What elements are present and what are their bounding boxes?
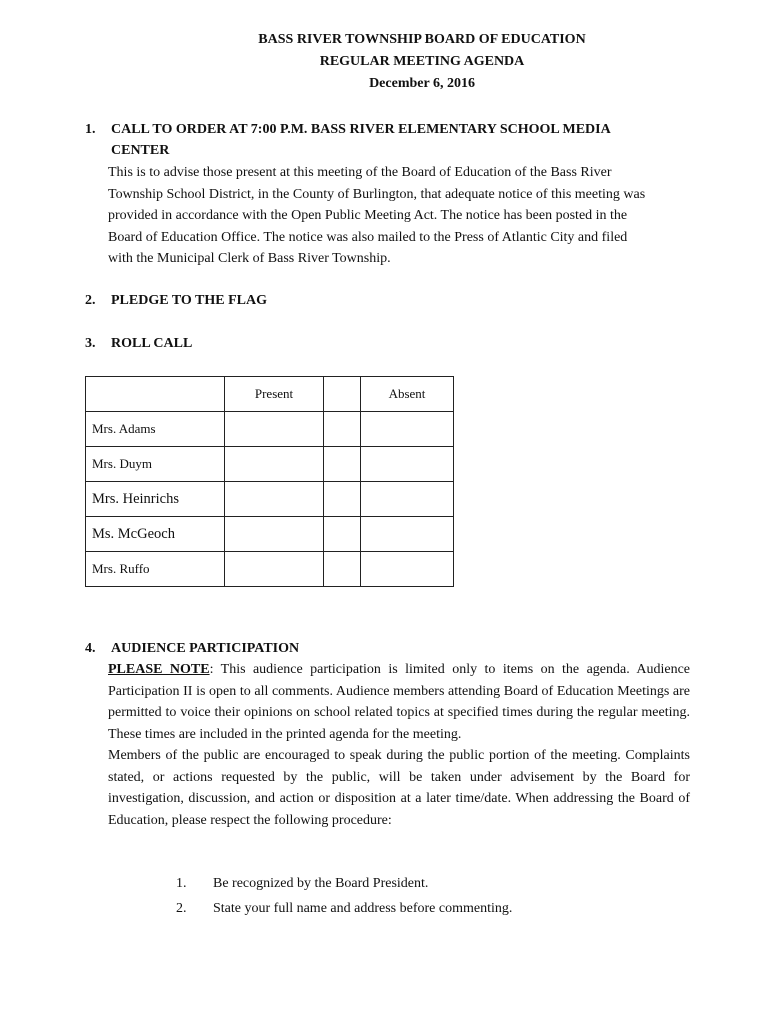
item-1-body-line: with the Municipal Clerk of Bass River Township. [108, 251, 391, 266]
present-cell [225, 552, 324, 587]
item-1-body [108, 162, 690, 270]
item-1-body-line: This is to advise those present at this meeting of the Board of Education of the Bass River [108, 165, 612, 180]
header-line-2: REGULAR MEETING AGENDA [319, 54, 525, 69]
column-header-present: Present [225, 377, 324, 412]
column-header-name [86, 377, 225, 412]
header-line-1: BASS RIVER TOWNSHIP BOARD OF EDUCATION [258, 32, 586, 47]
item-3-number: 3. [85, 336, 96, 351]
present-cell [225, 482, 324, 517]
blank-cell [324, 552, 361, 587]
member-name-cell: Mrs. Duym [86, 447, 225, 482]
please-note-colon: : [209, 662, 214, 677]
item-3-title: ROLL CALL [111, 336, 193, 351]
item-1-body-line: Township School District, in the County of Burlington, that adequate notice of this meeting was [108, 186, 646, 202]
blank-cell [324, 447, 361, 482]
column-header-absent: Absent [361, 377, 454, 412]
member-name-cell: Mrs. Ruffo [86, 552, 225, 587]
item-1-heading [85, 119, 685, 158]
procedure-text: Be recognized by the Board President. [213, 876, 429, 891]
item-1-number: 1. [85, 122, 96, 137]
present-cell [225, 517, 324, 552]
member-name-cell: Ms. McGeoch [86, 517, 225, 552]
item-2-number: 2. [85, 293, 96, 308]
blank-cell [324, 482, 361, 517]
absent-cell [361, 517, 454, 552]
item-4-title: AUDIENCE PARTICIPATION [111, 641, 300, 656]
item-3-heading [85, 333, 192, 354]
item-4-public-paragraph: Members of the public are encouraged to speak during the public portion of the meeting. Complaints stated, or actions requested by the public, will be taken under advisement by the Board for investigation, discussion, and action or disposition at a later time/date. When addressing the Board of Education, please respect the following procedure: [108, 748, 690, 828]
column-header-blank [324, 377, 361, 412]
procedure-number: 2. [176, 901, 187, 916]
item-4-heading [85, 638, 299, 659]
item-4-number: 4. [85, 641, 96, 656]
table-row [86, 482, 454, 517]
item-4-note-paragraph [108, 659, 690, 745]
table-row [86, 412, 454, 447]
item-1-body-line: provided in accordance with the Open Public Meeting Act. The notice has been posted in the [108, 208, 628, 223]
item-4-body [108, 659, 690, 831]
please-note-label: PLEASE NOTE [108, 662, 210, 677]
member-name-cell: Mrs. Heinrichs [86, 482, 225, 517]
item-2-heading [85, 290, 267, 311]
header-line-3: December 6, 2016 [369, 76, 475, 91]
absent-cell [361, 412, 454, 447]
item-2-title: PLEDGE TO THE FLAG [111, 293, 267, 308]
absent-cell [361, 552, 454, 587]
document-header [0, 29, 770, 95]
procedure-text: State your full name and address before commenting. [213, 901, 513, 916]
roll-call-table [85, 376, 454, 587]
item-1-title-line-2: CENTER [111, 143, 170, 158]
table-row [86, 447, 454, 482]
blank-cell [324, 517, 361, 552]
roll-call-header-row [86, 377, 454, 412]
procedure-item [176, 898, 512, 919]
item-1-title-line-1: CALL TO ORDER AT 7:00 P.M. BASS RIVER ELEMENTARY SCHOOL MEDIA [111, 122, 611, 137]
procedure-number: 1. [176, 876, 187, 891]
please-note-text: This audience participation is limited only to items on the agenda. Audience Participation II is open to all comments. Audience members attending Board of Education Meetings are permitted to voice their opinions on school related topics at specified times during the regular meeting. These times are included in the printed agenda for the meeting. [108, 662, 691, 742]
procedure-item [176, 873, 428, 894]
blank-cell [324, 412, 361, 447]
table-row [86, 517, 454, 552]
table-row [86, 552, 454, 587]
absent-cell [361, 482, 454, 517]
present-cell [225, 412, 324, 447]
present-cell [225, 447, 324, 482]
item-1-body-line: Board of Education Office. The notice was also mailed to the Press of Atlantic City and filed [108, 229, 628, 245]
absent-cell [361, 447, 454, 482]
member-name-cell: Mrs. Adams [86, 412, 225, 447]
